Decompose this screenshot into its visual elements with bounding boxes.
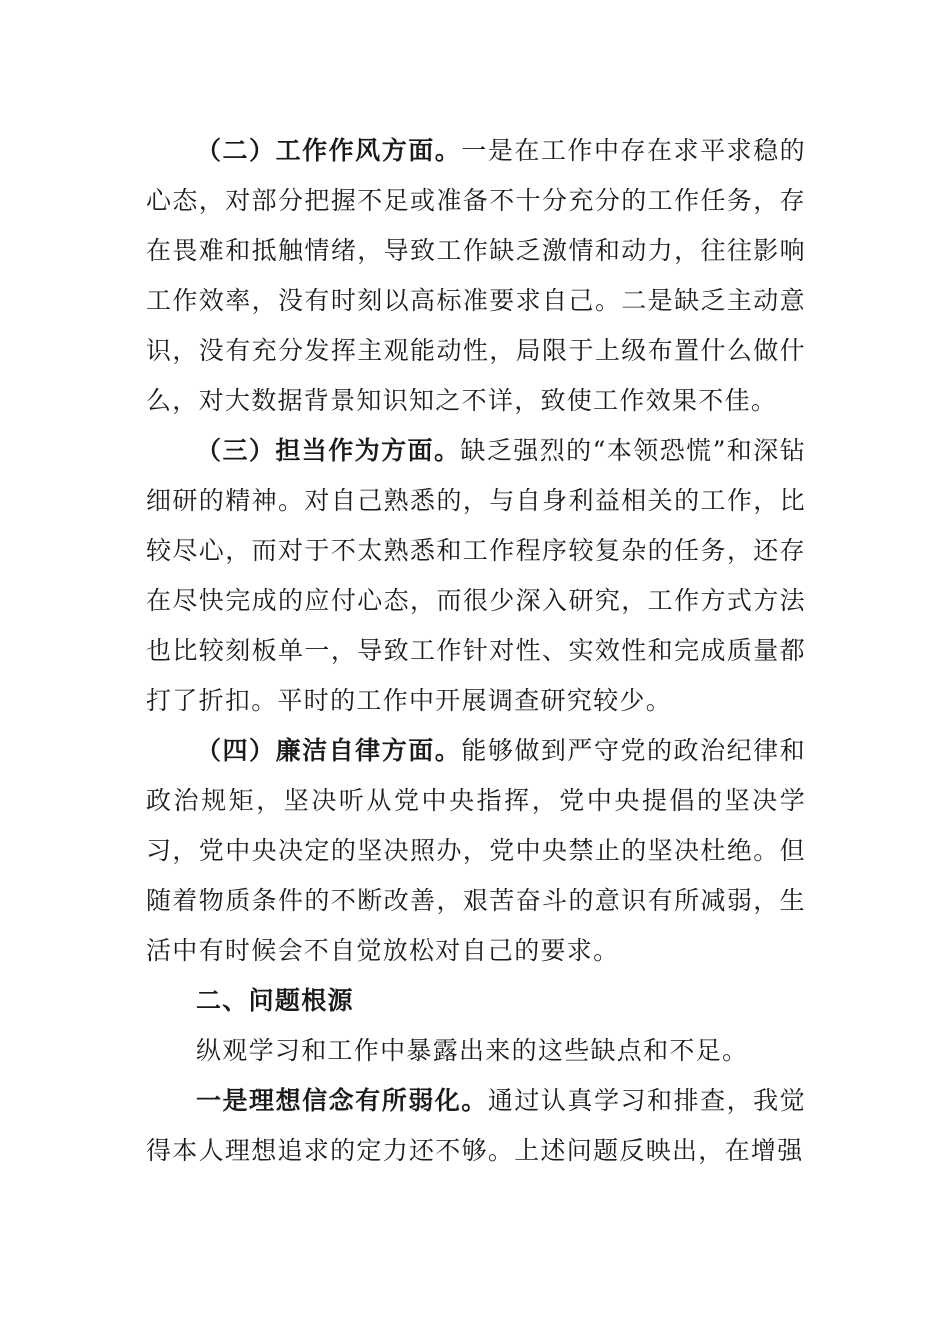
paragraph-lead: （三）担当作为方面。 bbox=[196, 436, 461, 465]
paragraph-lead: 一是理想信念有所弱化。 bbox=[196, 1086, 488, 1115]
document-body bbox=[146, 126, 806, 1176]
paragraph-integrity bbox=[146, 726, 806, 976]
paragraph-ideals bbox=[146, 1076, 806, 1176]
paragraph-text: 通过认真学习和排查，我觉得本人理想追求的定力还不够。上述问题反映出，在增强 bbox=[146, 1086, 806, 1165]
paragraph-lead: （四）廉洁自律方面。 bbox=[196, 736, 462, 765]
paragraph-text: 纵观学习和工作中暴露出来的这些缺点和不足。 bbox=[196, 1036, 749, 1065]
paragraph-text: 能够做到严守党的政治纪律和政治规矩，坚决听从党中央指挥，党中央提倡的坚决学习，党中央决定的坚决照办，党中央禁止的坚决杜绝。但随着物质条件的不断改善，艰苦奋斗的意识有所减弱，生活中有时候会不自觉放松对自己的要求。 bbox=[146, 736, 806, 965]
paragraph-text: 一是在工作中存在求平求稳的心态，对部分把握不足或准备不十分充分的工作任务，存在畏难和抵触情绪，导致工作缺乏激情和动力，往往影响工作效率，没有时刻以高标准要求自己。二是缺乏主动意识，没有充分发挥主观能动性，局限于上级布置什么做什么，对大数据背景知识知之不详，致使工作效果不佳。 bbox=[146, 136, 806, 415]
section-heading: 二、问题根源 bbox=[196, 986, 354, 1015]
paragraph-responsibility bbox=[146, 426, 806, 726]
paragraph-overview bbox=[146, 1026, 806, 1076]
paragraph-lead: （二）工作作风方面。 bbox=[196, 136, 462, 165]
paragraph-work-style bbox=[146, 126, 806, 426]
paragraph-text: 缺乏强烈的“本领恐慌”和深钻细研的精神。对自己熟悉的，与自身利益相关的工作，比较尽心，而对于不太熟悉和工作程序较复杂的任务，还存在尽快完成的应付心态，而很少深入研究，工作方式方法也比较刻板单一，导致工作针对性、实效性和完成质量都打了折扣。平时的工作中开展调查研究较少。 bbox=[146, 436, 806, 715]
